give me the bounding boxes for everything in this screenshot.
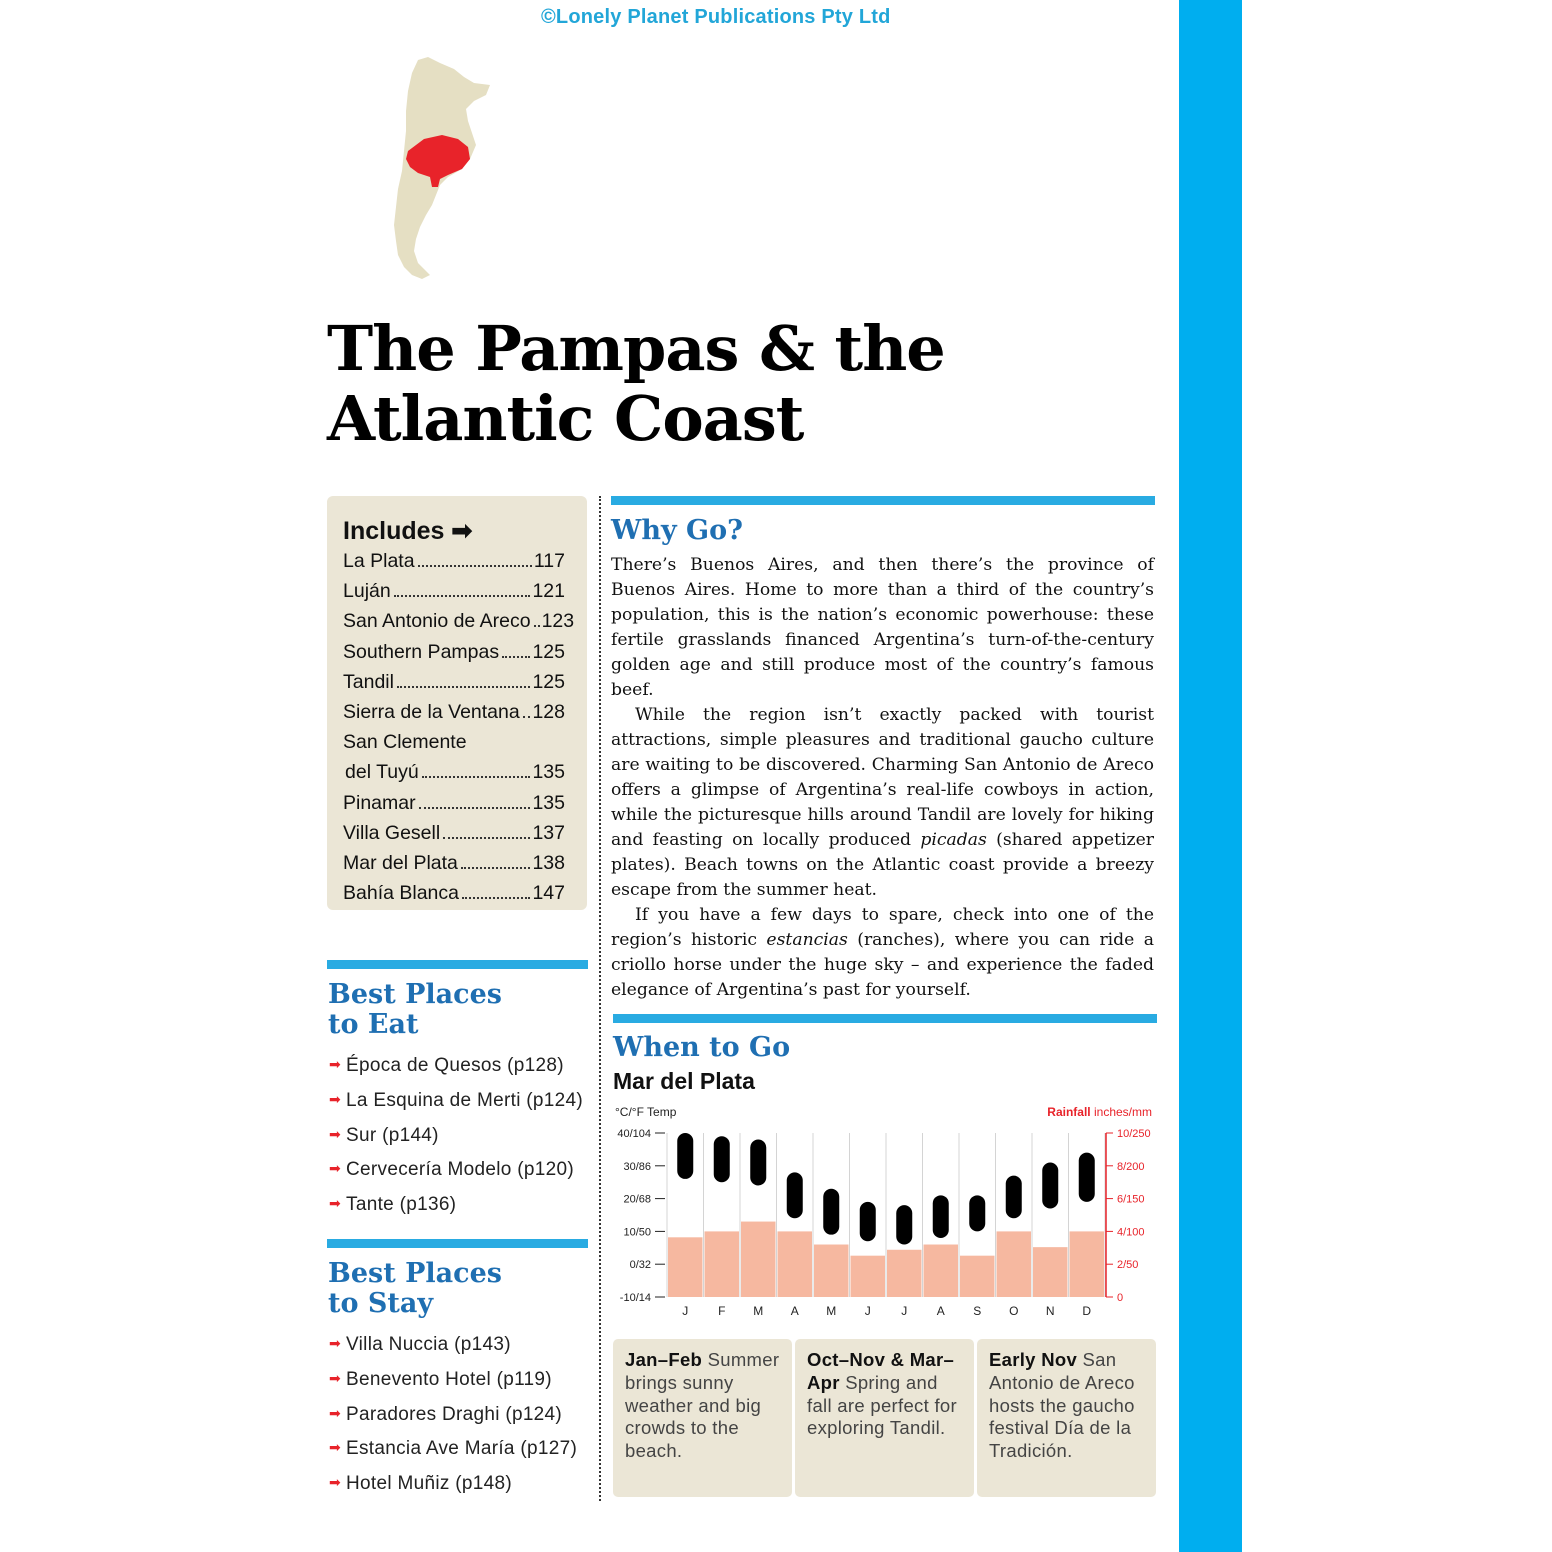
leader-dots [462,897,530,899]
left-tick-label: 40/104 [617,1128,651,1140]
rainfall-bar [997,1231,1032,1297]
leader-dots [419,807,531,809]
includes-item-name: Southern Pampas [343,640,500,663]
includes-item-page: 135 [532,791,565,814]
right-tick-label: 6/150 [1117,1193,1145,1206]
includes-item-page: 138 [532,852,565,875]
includes-item-name: San Antonio de Areco [343,610,531,633]
list-item-text: Tante (p136) [346,1194,457,1216]
month-label: J [901,1304,908,1318]
includes-item-page: 125 [532,670,565,693]
includes-item-name: Pinamar [343,791,416,814]
temperature-range-bar [750,1140,766,1186]
right-tick-label: 8/200 [1117,1160,1145,1173]
climate-chart [611,1100,1159,1325]
right-tick-label: 10/250 [1117,1128,1151,1140]
arrow-right-icon: ➡ [329,1369,342,1386]
rainfall-bar [887,1250,922,1297]
section-rule [327,960,588,969]
month-label: O [1009,1304,1019,1318]
best-stay-title-line-2: to Stay [328,1288,434,1319]
list-item[interactable] [329,1466,577,1501]
includes-item[interactable] [343,697,565,727]
season-text: Summer brings sunny weather and big crowds to the beach. [625,1349,780,1462]
includes-item-page: 128 [532,701,565,724]
includes-item[interactable] [343,637,565,667]
rainfall-bar [741,1222,776,1297]
season-text: Spring and fall are perfect for exploring Tandil. [807,1371,957,1439]
includes-item-page: 137 [532,821,565,844]
rainfall-bar [1033,1247,1068,1297]
includes-item-page: 121 [532,580,565,603]
month-label: S [973,1304,982,1318]
why-go-body [611,553,1154,1003]
season-boxes [613,1339,1156,1497]
includes-item-name: Villa Gesell [343,821,441,844]
why-go-paragraph [611,903,1154,1003]
leader-dots [502,656,530,658]
best-eat-title-line-1: Best Places [328,979,502,1010]
section-rule [327,1239,588,1248]
chapter-title-line-1: The Pampas & the [327,312,945,385]
month-label: A [790,1304,799,1318]
temperature-range-bar [1079,1153,1095,1202]
rainfall-bar [814,1245,849,1297]
climate-city-name: Mar del Plata [613,1068,755,1094]
month-label: M [826,1304,837,1318]
list-item-text: Paradores Draghi (p124) [346,1403,563,1425]
arrow-right-icon: ➡ [329,1335,342,1351]
rainfall-bar [960,1256,995,1297]
best-stay-list [329,1327,577,1501]
best-stay-title [328,1259,502,1319]
list-item[interactable] [329,1327,577,1362]
includes-item[interactable] [343,848,565,878]
includes-item-page: 135 [532,761,565,784]
rainfall-bar [705,1231,740,1297]
chapter-title-line-2: Atlantic Coast [327,382,804,455]
temperature-range-bar [969,1195,985,1231]
includes-item[interactable] [343,727,565,787]
right-tick-label: 2/50 [1117,1259,1139,1272]
month-label: D [1082,1304,1092,1318]
leader-dots [443,837,530,839]
month-label: F [718,1304,726,1318]
leader-dots [422,776,531,778]
season-label: Jan–Feb [625,1349,703,1370]
list-item[interactable] [329,1431,577,1466]
includes-heading: Includes ➡ [343,517,473,545]
list-item[interactable] [329,1362,577,1397]
list-item[interactable] [329,1152,583,1187]
includes-item[interactable] [343,546,565,576]
text-run: While the region isn’t exactly packed with tourist attractions, simple pleasures and traditional gaucho culture are waiting to be discovered. Charming San Antonio de Areco offers a glimpse of Argentina’s real-life cowboys in action, while the picturesque hills around Tandil are lovely for hiking and feasting on locally produced [611,705,1154,850]
right-tick-label: 0 [1117,1292,1124,1304]
rainfall-bar [851,1256,886,1297]
rainfall-bar [668,1237,703,1297]
text-run: (ranches), where you can ride a criollo horse under the huge sky – and experience the faded elegance of Argentina’s past for yourself. [611,930,1155,1000]
leader-dots [523,716,531,718]
includes-item-name: Tandil [343,670,394,693]
arrow-right-icon: ➡ [329,1474,342,1491]
temperature-range-bar [823,1189,839,1235]
includes-item-name-cont: del Tuyú [345,761,419,784]
temperature-range-bar [787,1172,803,1218]
list-item-text: Estancia Ave María (p127) [346,1438,578,1460]
includes-item[interactable] [343,818,565,848]
list-item-text: Sur (p144) [346,1124,439,1146]
list-item-text: Hotel Muñiz (p148) [346,1473,512,1495]
best-eat-title [328,980,502,1040]
best-stay-title-line-1: Best Places [328,1258,502,1289]
arrow-right-icon: ➡ [329,1090,342,1107]
list-item[interactable] [329,1083,583,1118]
arrow-right-icon: ➡ [329,1125,342,1142]
section-rule [611,496,1155,505]
temperature-range-bar [714,1136,730,1182]
leader-dots [418,565,532,567]
temperature-range-bar [860,1202,876,1241]
list-item-text: Villa Nuccia (p143) [346,1334,511,1355]
list-item-text: La Esquina de Merti (p124) [346,1089,584,1111]
season-label: Early Nov [989,1349,1078,1370]
includes-item-page: 147 [532,882,565,905]
temperature-range-bar [677,1133,693,1179]
season-box [613,1339,792,1497]
includes-box [327,496,587,910]
list-item[interactable] [329,1118,583,1153]
arrow-right-icon: ➡ [329,1195,342,1212]
italic-term: picadas [920,830,987,850]
includes-list [343,546,575,908]
left-tick-label: 10/50 [623,1226,651,1239]
right-axis-title: Rainfall inches/mm [1047,1105,1152,1119]
right-tick-label: 4/100 [1117,1226,1145,1239]
argentina-map-icon [378,55,500,285]
why-go-paragraph: There’s Buenos Aires, and then there’s the province of Buenos Aires. Home to more than a third of the country’s population, this is the nation’s economic powerhouse: these fertile grasslands financed Argentina’s turn-of-the-century golden age and still produce most of the country’s famous beef. [611,555,1154,700]
includes-item-name: La Plata [343,550,415,572]
text-run: (shared appetizer plates). Beach towns on the Atlantic coast provide a breezy escape from the summer heat. [611,830,1154,900]
best-eat-list [329,1048,583,1222]
list-item-text: Época de Quesos (p128) [346,1055,564,1076]
leader-dots [397,686,531,688]
when-to-go-title: When to Go [613,1032,791,1063]
includes-item-name: San Clemente [343,731,467,754]
column-divider [599,496,601,1501]
season-box [977,1339,1156,1497]
includes-item-name: Bahía Blanca [343,882,460,905]
list-item[interactable] [329,1397,577,1432]
list-item[interactable] [329,1187,583,1222]
left-tick-label: 0/32 [629,1259,651,1272]
left-tick-label: 30/86 [623,1160,651,1173]
temperature-range-bar [1006,1176,1022,1219]
month-label: J [682,1304,689,1318]
chapter-edge-bar [1179,0,1242,1552]
section-rule [613,1014,1157,1023]
left-tick-label: -10/14 [619,1292,651,1304]
best-eat-title-line-2: to Eat [328,1009,419,1040]
includes-item-name: Luján [343,580,391,603]
season-text: San Antonio de Areco hosts the gaucho festival Día de la Tradición. [989,1349,1135,1462]
includes-item-page: 123 [541,610,575,633]
month-label: N [1045,1304,1055,1318]
chapter-title [327,314,945,454]
why-go-paragraph [611,703,1154,903]
temperature-range-bar [1042,1163,1058,1209]
left-tick-label: 20/68 [623,1193,651,1206]
month-label: J [864,1304,871,1318]
arrow-right-icon: ➡ [329,1439,342,1456]
leader-dots [534,625,540,627]
includes-item[interactable] [343,667,565,697]
includes-item[interactable] [343,878,565,908]
includes-item[interactable] [343,576,565,606]
list-item[interactable] [329,1048,583,1083]
includes-item-page: 117 [533,550,565,572]
rainfall-bar [1070,1231,1105,1297]
includes-item[interactable] [343,788,565,818]
list-item-text: Cervecería Modelo (p120) [346,1159,574,1181]
rainfall-bar [924,1245,959,1297]
includes-item[interactable] [343,606,575,636]
leader-dots [394,595,531,597]
season-label: Oct–Nov & Mar–Apr [807,1349,955,1393]
leader-dots [461,867,531,869]
italic-term: estancias [766,930,848,950]
copyright-notice: ©Lonely Planet Publications Pty Ltd [541,6,891,28]
text-run: If you have a few days to spare, check into one of the region’s historic [611,905,1154,950]
list-item-text: Benevento Hotel (p119) [346,1368,552,1390]
arrow-right-icon: ➡ [329,1056,342,1072]
month-label: A [936,1304,945,1318]
arrow-right-icon: ➡ [329,1160,342,1177]
why-go-title: Why Go? [611,515,743,546]
month-label: M [753,1304,764,1318]
season-box [795,1339,974,1497]
temperature-range-bar [933,1195,949,1238]
temperature-range-bar [896,1205,912,1244]
includes-item-name: Sierra de la Ventana [343,701,520,724]
includes-item-name: Mar del Plata [343,852,458,875]
arrow-right-icon: ➡ [329,1404,342,1421]
left-axis-title: °C/°F Temp [615,1105,677,1119]
includes-item-page: 125 [532,640,565,663]
rainfall-bar [778,1231,813,1297]
